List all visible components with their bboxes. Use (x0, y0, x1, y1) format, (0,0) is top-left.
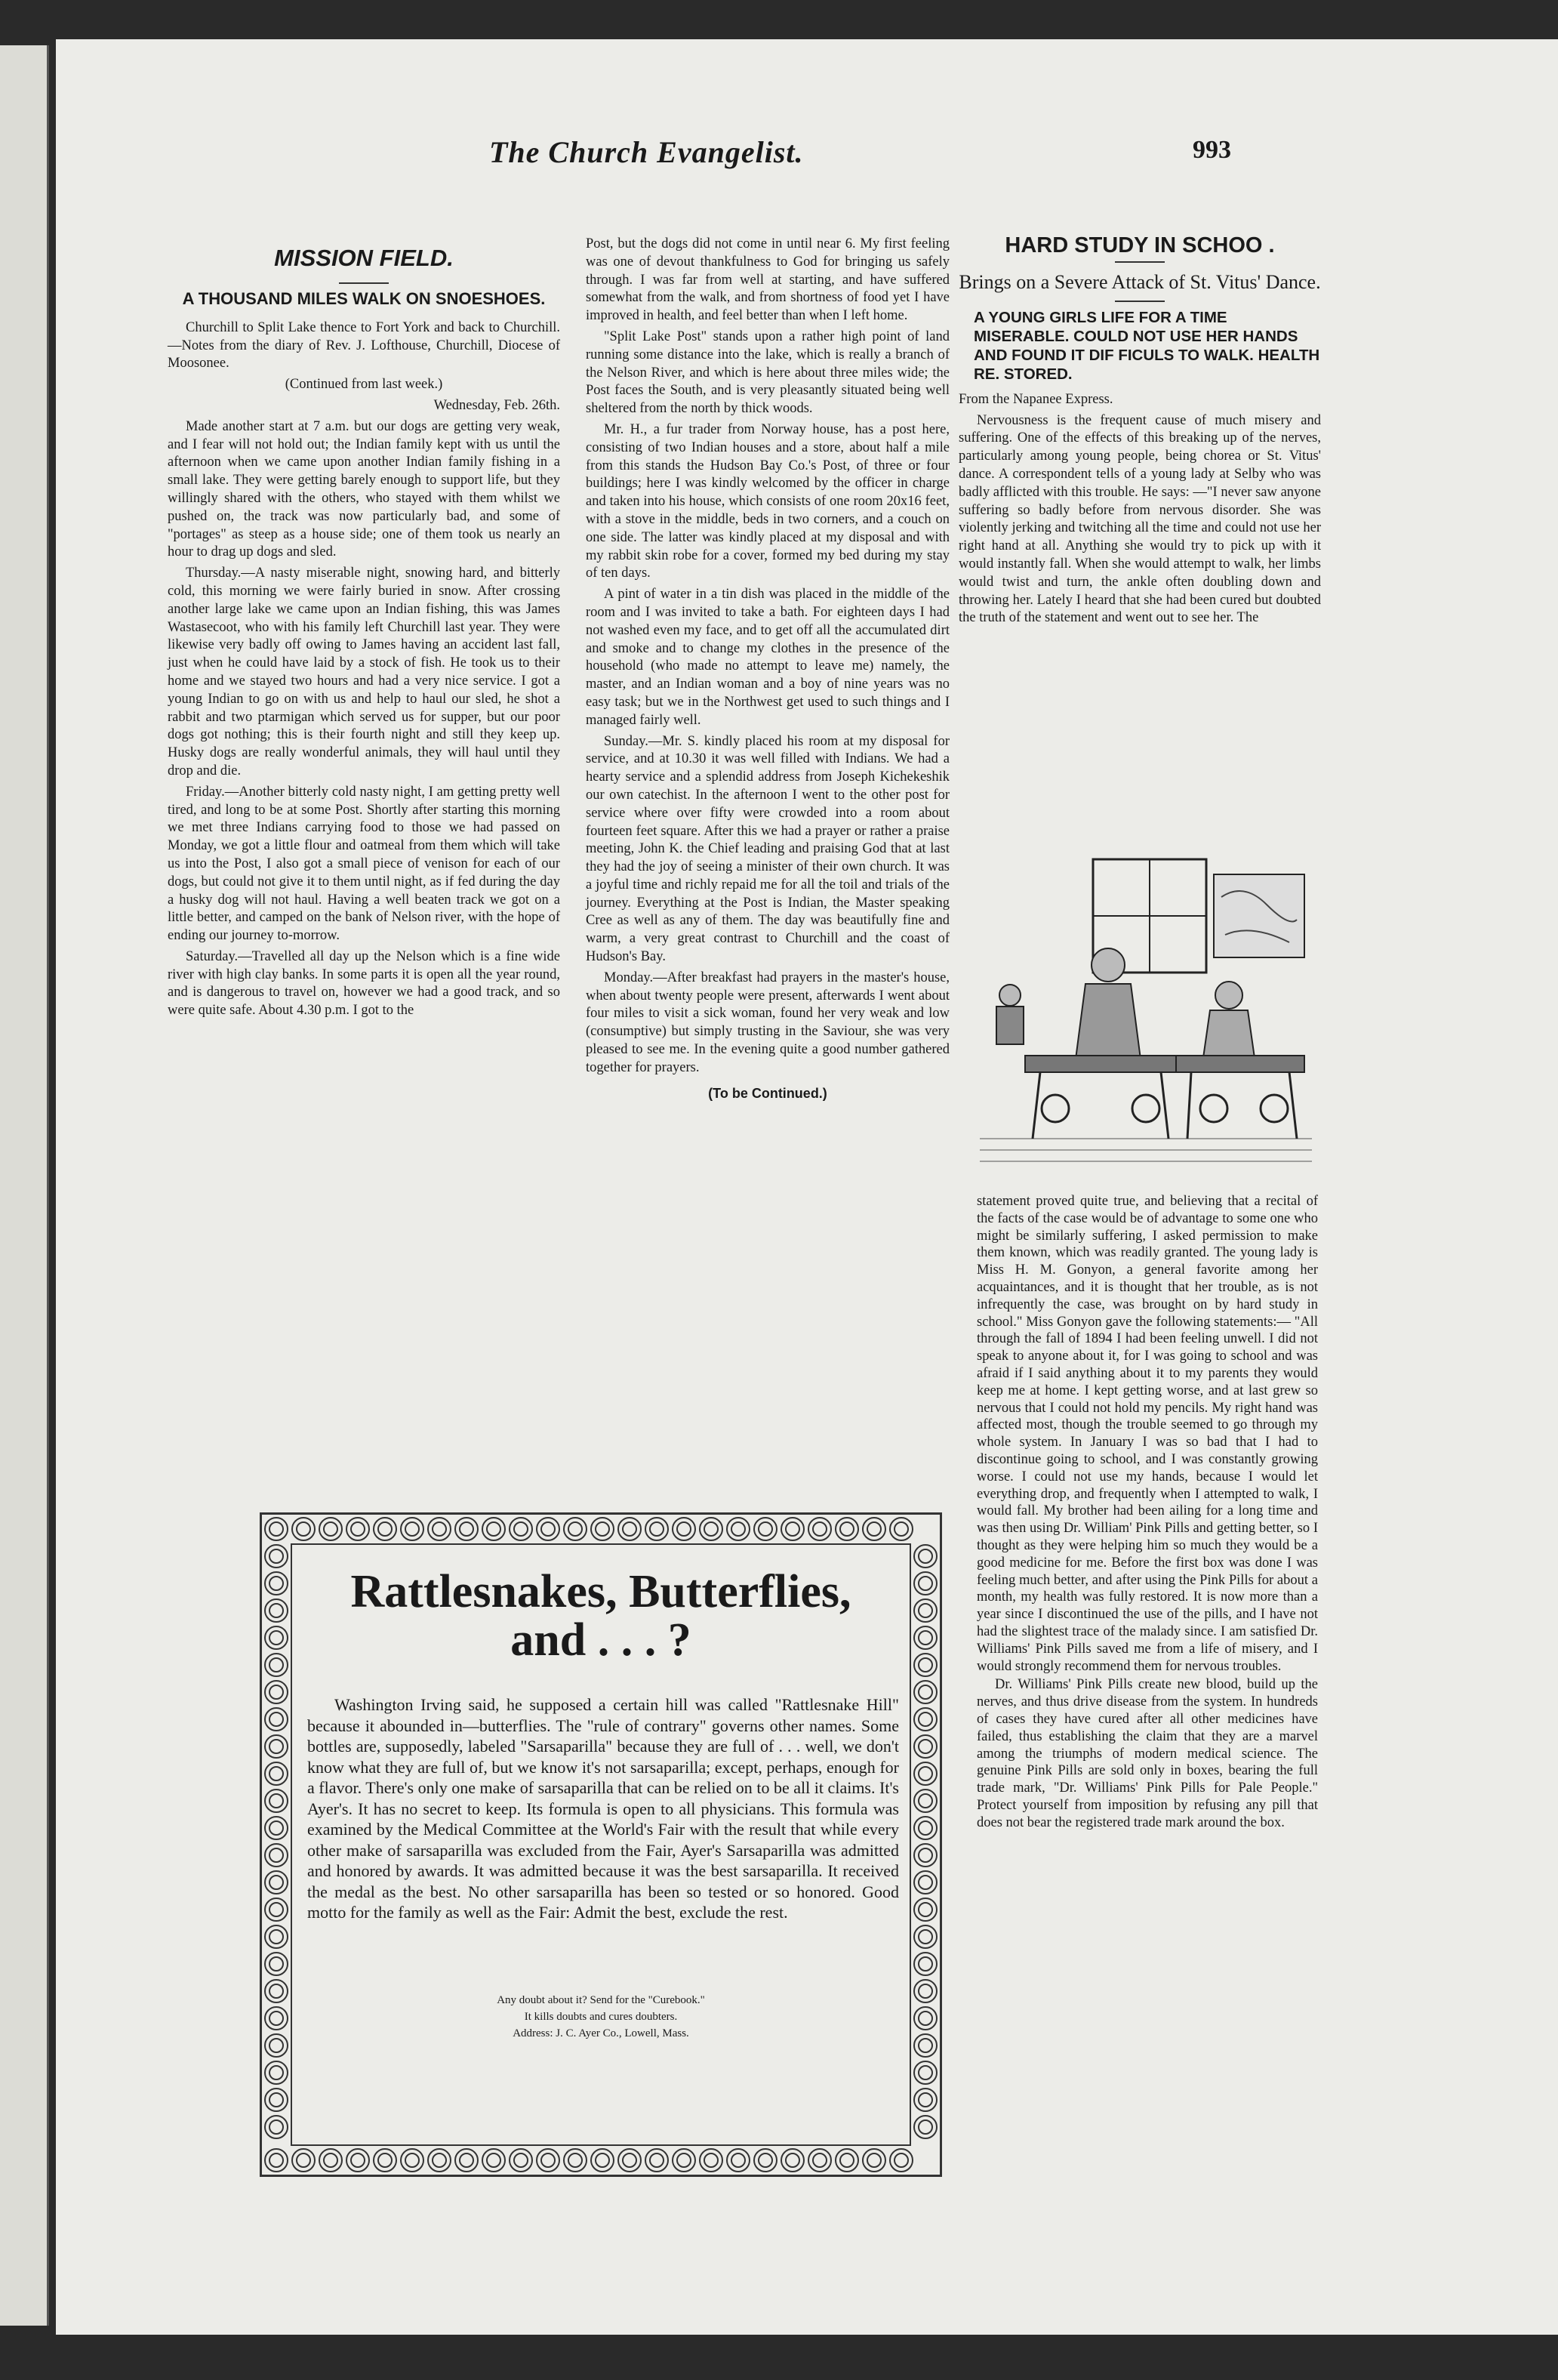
article-intro: Churchill to Split Lake thence to Fort York and back to Churchill.—Notes from the diary of Rev. J. Lofthouse, Churchill, Diocese of Moosonee. (168, 319, 560, 371)
border-ornament (673, 2149, 695, 2172)
border-ornament (867, 2153, 881, 2167)
border-ornament (541, 1522, 555, 1536)
border-ornament (564, 1518, 587, 1540)
article-paragraph: Mr. H., a fur trader from Norway house, has a post here, consisting of two Indian houses and a store, about half a mile from this stands the Hudson Bay Co.'s Post, of three or four buildings; here I was kindly welcomed by the officer in charge and taken into his house, which consists of one room 20x16 feet, with a stove in the middle, beds in two corners, and a couch on one side. The latter was kindly placed at my disposal and with my rabbit skin robe for a cover, formed my bed during my stay of ten days. (586, 421, 950, 581)
divider (1115, 301, 1165, 302)
ad-body-text: Washington Irving said, he supposed a certain hill was called "Rattlesnake Hill" because it abounded in—butterflies. The "rule of contrary" governs other names. Some bottles are, supposedly, labeled "Sarsaparilla" because they are full of . . . well, we don't know what they are full of, but we know it's not sarsaparilla; except, perhaps, enough for a flavor. There's only one make of sarsaparilla that can be relied on to be all it claims. It's Ayer's. It has no secret to keep. Its formula is open to all physicians. This formula was examined by the Medical Committee at the World's Fair with the result that while every other make of sarsaparilla was excluded from the Fair, Ayer's Sarsaparilla was admitted and honored by awards. It was admitted because it was the best sarsaparilla. It received the medal as the best. No other sarsaparilla has been so tested or so honored. Good motto for the family as well as the Fair: Admit the best, exclude the rest. (307, 1695, 899, 1922)
border-ornament (914, 1681, 937, 1703)
ad-footer-line: Any doubt about it? Send for the "Curebook." (497, 1994, 705, 2006)
border-ornament (813, 2153, 827, 2167)
border-ornament (677, 1522, 691, 1536)
border-ornament (265, 1790, 288, 1812)
border-ornament (731, 2153, 745, 2167)
border-ornament (269, 1821, 283, 1835)
ad-title-line-1: Rattlesnakes, Butterflies, (350, 1566, 851, 1617)
article-paragraph: Saturday.—Travelled all day up the Nelson which is a fine wide river with high clay banks. In some parts it is open all the year round, and is dangerous to travel on, however we had a good track, and so were quite safe. About 4.30 p.m. I got to the (168, 948, 560, 1019)
border-ornament (269, 1767, 283, 1780)
border-ornament (754, 2149, 777, 2172)
border-ornament (319, 2149, 342, 2172)
border-ornament (265, 2089, 288, 2111)
border-ornament (346, 1518, 369, 1540)
border-ornament (840, 2153, 854, 2167)
article-paragraph: Post, but the dogs did not come in until near 6. My first feeling was one of devout thankfulness to God for bringing us safely through. I was far from well at starting, and have suffered somewhat from the walk, and from shortness of food yet I have improved in health, and feel better than when I left home. (586, 236, 950, 324)
border-ornament (591, 1518, 614, 1540)
border-ornament (324, 2153, 337, 2167)
border-ornament (265, 2149, 288, 2172)
border-ornament (269, 2093, 283, 2107)
border-ornament (265, 1953, 288, 1975)
article-paragraph: Dr. Williams' Pink Pills create new blood, build up the nerves, and thus drive disease from the system. In hundreds of cases they have cured after all other medicines have failed, thus establishing the claim that they are a marvel among the triumphs of modern medical science. The genuine Pink Pills are sold only in boxes, bearing the full trade mark, "Dr. Williams' Pink Pills for Pale People." Protect yourself from imposition by refusing any pill that does not bear the registered trade mark around the box. (977, 1677, 1318, 1830)
to-be-continued: (To be Continued.) (708, 1085, 827, 1101)
border-ornament (914, 1762, 937, 1785)
border-ornament (265, 1844, 288, 1867)
border-ornament (351, 2153, 365, 2167)
mission-column-1 (168, 245, 560, 1023)
border-ornament (514, 2153, 528, 2167)
border-ornament (890, 1518, 913, 1540)
hard-study-continuation (977, 1193, 1318, 1833)
border-ornament (919, 1821, 932, 1835)
border-ornament (455, 1518, 478, 1540)
border-ornament (914, 2061, 937, 2084)
border-ornament (704, 2153, 718, 2167)
article-paragraph: Made another start at 7 a.m. but our dogs are getting very weak, and I fear will not hold out; the Indian family kept with us until the afternoon when we came upon another Indian family fishing in a small lake. They were getting barely enough to support life, but they willingly shared with the others, who stayed with them whilst we pushed on, the track was now particularly bad, and some of "portages" as steep as a house side; one of them took us nearly an hour to drag up dogs and sled. (168, 418, 560, 560)
border-ornament (808, 2149, 831, 2172)
border-ornament (269, 1930, 283, 1944)
border-ornament (890, 2149, 913, 2172)
article-paragraph: A pint of water in a tin dish was placed in the middle of the room and I was invited to take a bath. For eighteen days I had not washed even my face, and to get off all the accumulated dirt and smoke and to change my clothes in the presence of the household (who made no attempt to leave me) namely, the master, and an Indian woman and a boy of nine years was no easy task; but we in the Northwest get used to such things and I managed fairly well. (586, 587, 950, 728)
border-ornament (378, 1522, 392, 1536)
border-ornament (919, 1957, 932, 1971)
border-ornament (914, 1708, 937, 1731)
border-ornament (836, 2149, 858, 2172)
border-ornament (727, 1518, 750, 1540)
border-ornament (374, 2149, 396, 2172)
border-ornament (374, 1518, 396, 1540)
border-ornament (265, 1681, 288, 1703)
article-paragraph: Friday.—Another bitterly cold nasty night, I am getting pretty well tired, and long to be at some Post. Shortly after starting this morning we met three Indians carrying food to those we had passed on Monday, we got a little flour and oatmeal from them which will take us into the Post, I also got a small piece of venison for each of our dogs, but could not give it to them until night, as if fed during the day a husky dog will not haul. Having a well beaten track we got on a little better, and camped on the bank of Nelson river, with the hope of ending our journey to-morrow. (168, 784, 560, 944)
border-ornament (460, 2153, 473, 2167)
border-ornament (428, 2149, 451, 2172)
border-ornament (786, 1522, 799, 1536)
article-paragraph: Thursday.—A nasty miserable night, snowing hard, and bitterly cold, this morning we were fairly buried in snow. After crossing another large lake we came upon an Indian fishing, this was James Wastasecoot, who with his family left Churchill last year. They were likewise very badly off owing to James having an accident last fall, just when he could have laid by a stock of fish. He took us to their home and we stayed two hours and had a very nice service. I got a young Indian to go on with us and help to haul our sled, he shot a rabbit and two ptarmigan which served us for supper, but our poor dogs got nothing; this is their fourth night and still they keep up. Husky dogs are really wonderful animals, they will haul until they drop and die. (168, 566, 560, 778)
page-header (0, 134, 1558, 187)
border-ornament (759, 2153, 772, 2167)
mission-field-heading: MISSION FIELD. (274, 245, 454, 271)
border-ornament (618, 2149, 641, 2172)
border-ornament (867, 1522, 881, 1536)
hard-study-deck: A YOUNG GIRLS LIFE FOR A TIME MISERABLE. COULD NOT USE HER HANDS AND FOUND IT DIF FICULS TO WALK. HEALTH RE. STORED. (974, 308, 1320, 383)
ad-footer (262, 1992, 940, 2042)
ad-footer-line: It kills doubts and cures doubters. (524, 2011, 678, 2023)
border-ornament (269, 2066, 283, 2079)
border-ornament (297, 1522, 310, 1536)
border-ornament (482, 2149, 505, 2172)
border-ornament (914, 1844, 937, 1867)
border-ornament (919, 2093, 932, 2107)
border-ornament (645, 2149, 668, 2172)
border-ornament (269, 1876, 283, 1889)
border-ornament (510, 2149, 532, 2172)
border-ornament (919, 1767, 932, 1780)
border-ornament (265, 1871, 288, 1894)
article-paragraph: Sunday.—Mr. S. kindly placed his room at my disposal for service, and at 10.30 it was well filled with Indians. We had a hearty service and a splendid address from Joseph Kichekeshik our own catechist. In the afternoon I went to the other post for service where over fifty were crowded into a room about fourteen feet square. After this we had a prayer or rather a praise meeting, John K. the Chief leading and praising God that at last they had the joy of seeing a minister of their own church. It was a joyful time and richly repaid me for all the toil and trials of the journey. Everything at the Post is Indian, the Master speaking Cree as well as any of them. The day was beautifully fine and warm, a very great contrast to Churchill and the coast of Hudson's Bay. (586, 733, 950, 965)
border-ornament (645, 1518, 668, 1540)
border-ornament (269, 1794, 283, 1808)
border-ornament (319, 1518, 342, 1540)
border-ornament (269, 1848, 283, 1862)
schoolroom-illustration (980, 852, 1312, 1176)
border-ornament (510, 1518, 532, 1540)
border-ornament (863, 1518, 885, 1540)
ad-footer-line: Address: J. C. Ayer Co., Lowell, Mass. (513, 2027, 689, 2039)
border-ornament (919, 1713, 932, 1726)
border-ornament (700, 1518, 722, 1540)
border-ornament (914, 1925, 937, 1948)
border-ornament (731, 1522, 745, 1536)
ad-title-line-2: and . . . ? (510, 1614, 691, 1666)
border-ornament (704, 1522, 718, 1536)
border-ornament (378, 2153, 392, 2167)
border-ornament (919, 1685, 932, 1699)
border-ornament (786, 2153, 799, 2167)
border-ornament (894, 2153, 908, 2167)
border-ornament (401, 2149, 423, 2172)
article-paragraph: Nervousness is the frequent cause of much misery and suffering. One of the effects of this breaking up of the nerves, particularly among young people, being chorea or St. Vitus' dance. A correspondent tells of a young lady at Selby who was badly afflicted with this trouble. He says: —"I never saw anyone suffering so badly before from nervous disorder. She was violently jerking and twitching all the time and could not use her right hand at all. Anything she would try to pick up with it would instantly fall. When she would attempt to walk, her limbs would twist and turn, the ankle often doubling down and throwing her. Lately I heard that she had been cured but doubted the truth of the statement and went out to see her. The (959, 412, 1321, 626)
border-ornament (673, 1518, 695, 1540)
border-ornament (568, 2153, 582, 2167)
publication-title: The Church Evangelist. (489, 135, 804, 169)
border-ornament (650, 2153, 664, 2167)
border-ornament (265, 1762, 288, 1785)
border-ornament (265, 2061, 288, 2084)
border-ornament (514, 1522, 528, 1536)
border-ornament (405, 1522, 419, 1536)
border-ornament (269, 1549, 283, 1563)
border-ornament (677, 2153, 691, 2167)
border-ornament (265, 2116, 288, 2138)
border-ornament (265, 1925, 288, 1948)
border-ornament (919, 1549, 932, 1563)
border-ornament (919, 1930, 932, 1944)
border-ornament (537, 2149, 559, 2172)
border-ornament (269, 1713, 283, 1726)
border-ornament (537, 1518, 559, 1540)
border-ornament (919, 1848, 932, 1862)
article-paragraph: Monday.—After breakfast had prayers in the master's house, when about twenty people were present, afterwards I went about four miles to visit a sick woman, found her very weak and low (consumptive) but simply trusting in the Saviour, she was very pleased to see me. In the evening quite a good number gathered together for prayers. (586, 970, 950, 1075)
border-ornament (269, 2153, 283, 2167)
border-ornament (297, 2153, 310, 2167)
border-ornament (914, 1790, 937, 1812)
border-ornament (759, 1522, 772, 1536)
continued-note: (Continued from last week.) (285, 377, 443, 393)
border-ornament (919, 1794, 932, 1808)
ad-body (307, 1694, 899, 1923)
border-ornament (919, 1740, 932, 1753)
border-ornament (650, 1522, 664, 1536)
border-ornament (596, 2153, 609, 2167)
border-ornament (808, 1518, 831, 1540)
border-ornament (914, 1735, 937, 1758)
border-ornament (781, 2149, 804, 2172)
border-ornament (428, 1518, 451, 1540)
border-ornament (265, 1545, 288, 1568)
border-ornament (292, 2149, 315, 2172)
hard-study-heading: HARD STUDY IN SCHOO . (1005, 233, 1275, 257)
ad-title (262, 1568, 940, 1664)
hard-study-column (959, 233, 1321, 630)
border-ornament (351, 1522, 365, 1536)
border-ornament (269, 1957, 283, 1971)
border-ornament (700, 2149, 722, 2172)
border-ornament (269, 1522, 283, 1536)
border-ornament (405, 2153, 419, 2167)
border-ornament (591, 2149, 614, 2172)
diary-date: Wednesday, Feb. 26th. (433, 397, 560, 413)
border-ornament (269, 2120, 283, 2134)
border-ornament (919, 2066, 932, 2079)
border-ornament (269, 1903, 283, 1916)
hard-study-subheading: Brings on a Severe Attack of St. Vitus' Dance. (959, 270, 1321, 293)
mission-column-2 (586, 236, 950, 1102)
border-ornament (623, 2153, 636, 2167)
border-ornament (836, 1518, 858, 1540)
border-ornament (482, 1518, 505, 1540)
article-paragraph: statement proved quite true, and believing that a recital of the facts of the case would be of advantage to some one who might be similarly suffering, I asked permission to make them known, which was readily granted. The young lady is Miss H. M. Gonyon, a general favorite among her acquaintances, and it is thought that her trouble, as is not infrequently the case, was brought on by hard study in school." Miss Gonyon gave the following statements:— "All through the fall of 1894 I had been feeling unwell. I did not speak to anyone about it, for I was going to school and was afraid if I said anything about it to my parents they would keep me at home. I kept getting worse, and at last grew so nervous that I could not hold my pencils. My right hand was affected most, though the trouble seemed to go through my whole system. In January I was so bad that I had to discontinue going to school, and I was constantly growing worse. I could not use my hands, because I would let everything drop, and frequently when I attempted to walk, I would fall. My brother had been ailing for a long time and was then using Dr. William' Pink Pills and getting better, so I thought as they were helping him so much they would be a good medicine for me. Before the first box was done I was feeling much better, and after using the Pink Pills for about a month, my health was fully restored. It is now more than a year since I discontinued the use of the pills, and I have not had the slightest trace of the malady since. I am satisfied Dr. Williams' Pink Pills saved me from a life of misery, and I would strongly recommend them for nervous troubles. (977, 1194, 1318, 1674)
border-ornament (265, 1735, 288, 1758)
ayers-advertisement (260, 1512, 942, 2177)
border-ornament (433, 2153, 446, 2167)
border-ornament (265, 1518, 288, 1540)
border-ornament (487, 2153, 500, 2167)
article-subheading: A THOUSAND MILES WALK ON SNOESHOES. (182, 288, 546, 308)
border-ornament (919, 1876, 932, 1889)
border-ornament (894, 1522, 908, 1536)
divider (339, 282, 389, 284)
border-ornament (919, 1903, 932, 1916)
border-ornament (914, 2089, 937, 2111)
border-ornament (346, 2149, 369, 2172)
border-ornament (433, 1522, 446, 1536)
border-ornament (265, 1817, 288, 1839)
border-ornament (269, 1740, 283, 1753)
border-ornament (618, 1518, 641, 1540)
border-ornament (914, 1545, 937, 1568)
border-ornament (623, 1522, 636, 1536)
border-ornament (914, 2116, 937, 2138)
border-ornament (914, 1953, 937, 1975)
page-number: 993 (1193, 136, 1231, 164)
border-ornament (324, 1522, 337, 1536)
border-ornament (487, 1522, 500, 1536)
border-ornament (460, 1522, 473, 1536)
border-ornament (914, 1817, 937, 1839)
border-ornament (401, 1518, 423, 1540)
border-ornament (727, 2149, 750, 2172)
border-ornament (292, 1518, 315, 1540)
border-ornament (541, 2153, 555, 2167)
border-ornament (914, 1871, 937, 1894)
border-ornament (781, 1518, 804, 1540)
border-ornament (840, 1522, 854, 1536)
border-ornament (265, 1708, 288, 1731)
border-ornament (265, 1898, 288, 1921)
border-ornament (596, 1522, 609, 1536)
article-paragraph: "Split Lake Post" stands upon a rather high point of land running some distance into the lake, which is really a branch of the Nelson River, and which is here about three miles wide; the Post faces the South, and is very pleasantly situated being well sheltered from the north by thick woods. (586, 328, 950, 417)
divider (1115, 261, 1165, 263)
border-ornament (269, 1685, 283, 1699)
border-ornament (455, 2149, 478, 2172)
border-ornament (813, 1522, 827, 1536)
source-line: From the Napanee Express. (959, 391, 1113, 407)
facing-page-edge (0, 45, 49, 2326)
border-ornament (919, 2120, 932, 2134)
border-ornament (863, 2149, 885, 2172)
border-ornament (568, 1522, 582, 1536)
border-ornament (914, 1898, 937, 1921)
border-ornament (564, 2149, 587, 2172)
border-ornament (754, 1518, 777, 1540)
